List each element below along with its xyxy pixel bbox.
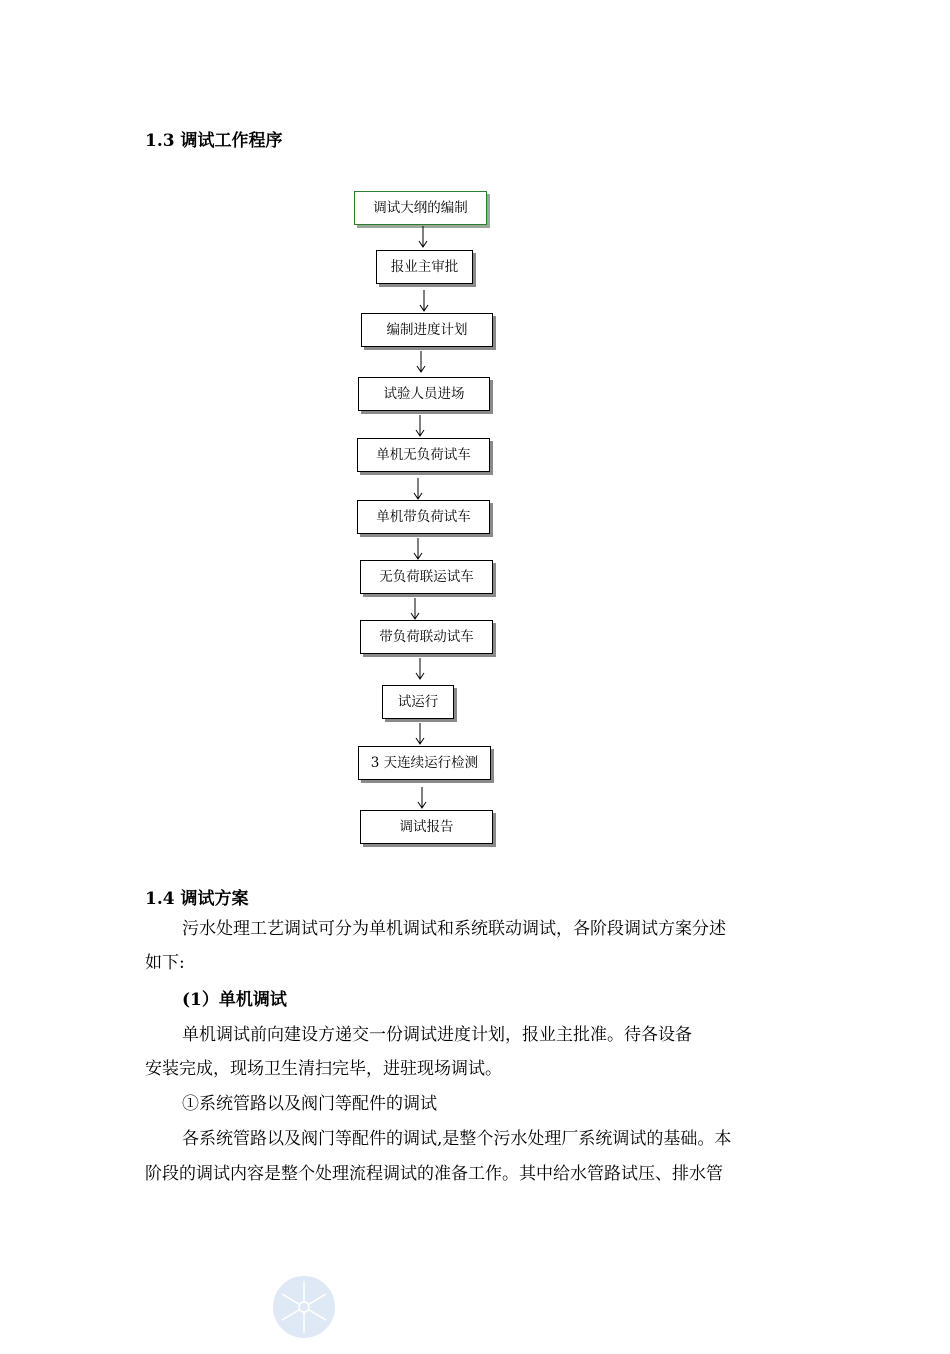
flow-arrow-icon — [416, 787, 428, 809]
flow-arrow-icon — [414, 415, 426, 437]
flow-step-staff-entry: 试验人员进场 — [358, 377, 490, 411]
flow-step-single-no-load: 单机无负荷试车 — [357, 438, 490, 472]
flow-step-single-load: 单机带负荷试车 — [357, 500, 490, 534]
paragraph-piping-line2: 阶段的调试内容是整个处理流程调试的准备工作。其中给水管路试压、排水管 — [145, 1164, 723, 1184]
flow-step-report: 调试报告 — [360, 810, 493, 844]
paragraph-single-line2: 安装完成，现场卫生清扫完毕，进驻现场调试。 — [145, 1059, 502, 1079]
flow-step-trial-run: 试运行 — [382, 685, 454, 719]
flow-step-linked-no-load: 无负荷联运试车 — [360, 560, 493, 594]
flow-arrow-icon — [412, 478, 424, 500]
flow-step-3day-test: 3 天连续运行检测 — [358, 746, 491, 780]
flow-arrow-icon — [414, 658, 426, 680]
flow-step-approval: 报业主审批 — [376, 250, 473, 284]
flow-arrow-icon — [409, 598, 421, 620]
paragraph-intro-line1: 污水处理工艺调试可分为单机调试和系统联动调试，各阶段调试方案分述 — [182, 919, 726, 939]
flow-arrow-icon — [414, 723, 426, 745]
flow-step-schedule: 编制进度计划 — [361, 313, 493, 347]
flow-step-linked-load: 带负荷联动试车 — [360, 620, 493, 654]
paragraph-piping-line1: 各系统管路以及阀门等配件的调试,是整个污水处理厂系统调试的基础。本 — [182, 1129, 732, 1149]
section-heading-1-4: 1.4 调试方案 — [145, 889, 249, 909]
subheading-single-machine: (1）单机调试 — [182, 990, 287, 1010]
snowflake-watermark-icon — [262, 1265, 347, 1350]
item-heading-piping: ①系统管路以及阀门等配件的调试 — [182, 1094, 437, 1114]
flow-arrow-icon — [417, 226, 429, 248]
section-heading-1-3: 1.3 调试工作程序 — [145, 131, 283, 151]
paragraph-intro-line2: 如下: — [145, 953, 185, 973]
flow-arrow-icon — [418, 290, 430, 312]
flow-step-outline: 调试大纲的编制 — [354, 191, 487, 225]
flow-arrow-icon — [415, 351, 427, 373]
flow-arrow-icon — [412, 538, 424, 560]
paragraph-single-line1: 单机调试前向建设方递交一份调试进度计划，报业主批准。待各设备 — [182, 1025, 692, 1045]
